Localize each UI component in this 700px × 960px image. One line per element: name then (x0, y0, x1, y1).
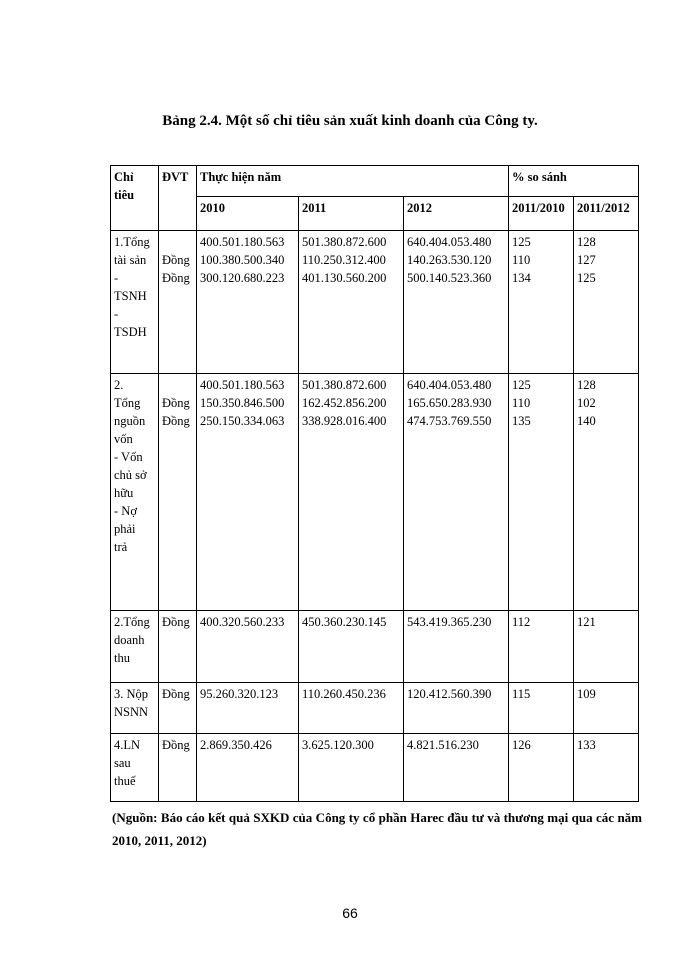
cell-ratio-2011-2012 (574, 231, 639, 374)
cell-value: 4.821.516.230 (407, 738, 479, 752)
cell-ratio-2011-2012 (574, 734, 639, 802)
cell-value: 112 (512, 615, 531, 629)
cell-name (111, 611, 159, 683)
header-year-2011: 2011 (299, 197, 404, 231)
table-caption: Bảng 2.4. Một số chỉ tiêu sản xuất kinh doanh của Công ty. (162, 113, 538, 129)
cell-value: 110 (512, 396, 531, 410)
cell-name (111, 734, 159, 802)
cell-value: Đồng (162, 396, 190, 410)
table-row (111, 734, 639, 802)
cell-value: 401.130.560.200 (302, 271, 387, 285)
row-label-line: tài sản (114, 253, 147, 267)
cell-value: 109 (577, 687, 596, 701)
cell-unit (159, 611, 197, 683)
cell-value: 134 (512, 271, 531, 285)
row-label-line: - (114, 271, 119, 285)
cell-value-2010 (197, 683, 299, 734)
cell-unit (159, 683, 197, 734)
row-label-line: sau (114, 756, 131, 770)
cell-value: 3.625.120.300 (302, 738, 374, 752)
cell-value: 501.380.872.600 (302, 378, 387, 392)
cell-value: 543.419.365.230 (407, 615, 492, 629)
row-label-line: 3. Nộp (114, 687, 149, 701)
cell-value: 95.260.320.123 (200, 687, 279, 701)
cell-value: 115 (512, 687, 531, 701)
cell-value: 110.260.450.236 (302, 687, 386, 701)
cell-value: 300.120.680.223 (200, 271, 285, 285)
cell-ratio-2011-2010 (509, 231, 574, 374)
page-number: 66 (342, 905, 358, 921)
row-label-line: - Nợ (114, 504, 137, 518)
cell-value (162, 233, 194, 251)
row-label-line: nguồn (114, 414, 146, 428)
header-row-1 (111, 166, 639, 197)
table-row (111, 611, 639, 683)
cell-ratio-2011-2012 (574, 611, 639, 683)
row-label-line: 2. (114, 378, 124, 392)
cell-value-2011 (299, 611, 404, 683)
indicators-table (110, 165, 639, 802)
cell-value: 125 (512, 378, 531, 392)
cell-value: Đồng (162, 414, 190, 428)
row-label-line: 4.LN (114, 738, 141, 752)
cell-ratio-2011-2010 (509, 611, 574, 683)
cell-value: 128 (577, 378, 596, 392)
cell-value: 400.501.180.563 (200, 378, 285, 392)
cell-value-2010 (197, 734, 299, 802)
table-row (111, 374, 639, 611)
cell-value: 338.928.016.400 (302, 414, 387, 428)
cell-value: 110.250.312.400 (302, 253, 386, 267)
row-label-line: 2.Tổng (114, 615, 150, 629)
cell-value: 120.412.560.390 (407, 687, 492, 701)
row-label-line: chủ sở (114, 468, 147, 482)
cell-value: 135 (512, 414, 531, 428)
cell-ratio-2011-2010 (509, 683, 574, 734)
cell-value-2011 (299, 734, 404, 802)
header-chi-tieu: Chỉ tiêu (111, 166, 159, 231)
cell-value-2012 (404, 611, 509, 683)
cell-value: 2.869.350.426 (200, 738, 272, 752)
cell-value: 121 (577, 615, 596, 629)
cell-value: 474.753.769.550 (407, 414, 492, 428)
source-note: (Nguồn: Báo cáo kết quả SXKD của Công ty cổ phần Harec đầu tư và thương mại qua các năm 2010, 2011, 2012) (112, 810, 642, 848)
cell-name (111, 683, 159, 734)
header-dvt: ĐVT (159, 166, 197, 231)
cell-value (162, 376, 194, 394)
cell-value: Đồng (162, 738, 190, 752)
row-label-line: - (114, 307, 119, 321)
row-label-line: doanh (114, 633, 145, 647)
header-compare-2: 2011/2012 (574, 197, 639, 231)
row-label-line: 1.Tổng (114, 235, 150, 249)
cell-value-2010 (197, 611, 299, 683)
cell-value: Đồng (162, 687, 190, 701)
row-label-line: TSNH (114, 289, 147, 303)
cell-value: 125 (512, 235, 531, 249)
row-label-line: TSDH (114, 325, 147, 339)
cell-value: 400.320.560.233 (200, 615, 285, 629)
table-row (111, 683, 639, 734)
cell-unit (159, 231, 197, 374)
header-so-sanh: % so sánh (509, 166, 639, 197)
cell-value-2010 (197, 374, 299, 611)
cell-value: 140 (577, 414, 596, 428)
row-label-line: Tổng (114, 396, 141, 410)
row-label-line: phải (114, 522, 136, 536)
cell-value: 125 (577, 271, 596, 285)
cell-value-2011 (299, 683, 404, 734)
header-year-2012: 2012 (404, 197, 509, 231)
row-label-line: hữu (114, 486, 134, 500)
cell-value-2012 (404, 374, 509, 611)
cell-value-2011 (299, 231, 404, 374)
cell-ratio-2011-2012 (574, 683, 639, 734)
cell-value: 162.452.856.200 (302, 396, 387, 410)
cell-value-2012 (404, 231, 509, 374)
cell-value: 133 (577, 738, 596, 752)
cell-ratio-2011-2010 (509, 374, 574, 611)
cell-value: Đồng (162, 271, 190, 285)
cell-value: 165.650.283.930 (407, 396, 492, 410)
row-label-line: thu (114, 651, 130, 665)
cell-value-2012 (404, 734, 509, 802)
row-label-line: trả (114, 540, 128, 554)
cell-value: 640.404.053.480 (407, 235, 492, 249)
cell-value: 450.360.230.145 (302, 615, 387, 629)
cell-value: 150.350.846.500 (200, 396, 285, 410)
cell-value: 126 (512, 738, 531, 752)
cell-value: 140.263.530.120 (407, 253, 492, 267)
header-thuc-hien: Thực hiện năm (197, 166, 509, 197)
header-compare-1: 2011/2010 (509, 197, 574, 231)
cell-value: 250.150.334.063 (200, 414, 285, 428)
table-row (111, 231, 639, 374)
cell-unit (159, 374, 197, 611)
cell-name (111, 374, 159, 611)
cell-value: 400.501.180.563 (200, 235, 285, 249)
cell-ratio-2011-2012 (574, 374, 639, 611)
cell-value: 501.380.872.600 (302, 235, 387, 249)
cell-name (111, 231, 159, 374)
cell-value: Đồng (162, 253, 190, 267)
cell-value-2010 (197, 231, 299, 374)
cell-value: Đồng (162, 615, 190, 629)
cell-value: 128 (577, 235, 596, 249)
header-year-2010: 2010 (197, 197, 299, 231)
cell-value-2012 (404, 683, 509, 734)
cell-value: 500.140.523.360 (407, 271, 492, 285)
row-label-line: NSNN (114, 705, 149, 719)
cell-value: 127 (577, 253, 596, 267)
row-label-line: vốn (114, 432, 133, 446)
cell-ratio-2011-2010 (509, 734, 574, 802)
cell-value: 100.380.500.340 (200, 253, 285, 267)
cell-value-2011 (299, 374, 404, 611)
cell-unit (159, 734, 197, 802)
row-label-line: thuế (114, 774, 136, 788)
cell-value: 102 (577, 396, 596, 410)
cell-value: 110 (512, 253, 531, 267)
row-label-line: - Vốn (114, 450, 143, 464)
cell-value: 640.404.053.480 (407, 378, 492, 392)
